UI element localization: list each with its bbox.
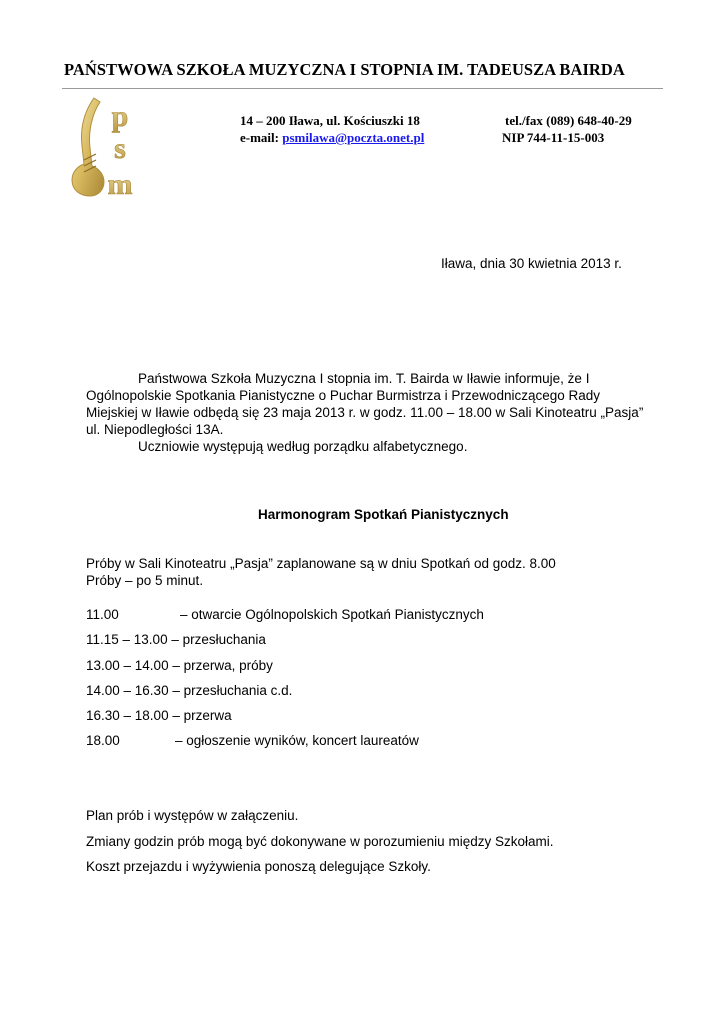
school-nip: NIP 744-11-15-003 <box>502 130 605 145</box>
schedule-title: Harmonogram Spotkań Pianistycznych <box>258 507 509 522</box>
order-note: Uczniowie występują według porządku alfabetycznego. <box>138 439 468 454</box>
header-divider <box>62 88 663 89</box>
rehearsal-duration: Próby – po 5 minut. <box>86 573 204 588</box>
intro-section <box>86 370 646 455</box>
rehearsal-info: Próby w Sali Kinoteatru „Pasja” zaplanowane są w dniu Spotkań od godz. 8.00 <box>86 556 556 571</box>
schedule-desc: – przesłuchania c.d. <box>168 683 293 698</box>
schedule-row <box>86 733 419 748</box>
school-phone: tel./fax (089) 648-40-29 <box>505 113 632 128</box>
school-logo <box>64 94 140 202</box>
schedule-row <box>86 683 292 698</box>
schedule-row <box>86 658 273 673</box>
email-link[interactable]: psmilawa@poczta.onet.pl <box>282 130 425 145</box>
intro-paragraph: Państwowa Szkoła Muzyczna I stopnia im. T. Bairda w Iławie informuje, że I Ogólnopolskie Spotkania Pianistyczne o Puchar Burmistrza i Przewodniczącego Rady Miejskiej w Iławie odbędą się 23 maja 2013 r. w godz. 11.00 – 18.00 w Sali Kinoteatru „Pasja” ul. Niepodległości 13A. <box>86 371 644 437</box>
schedule-time: 11.00 <box>86 607 119 622</box>
note-attachment: Plan prób i występów w załączeniu. <box>86 808 299 823</box>
school-address: 14 – 200 Iława, ul. Kościuszki 18 <box>240 113 420 128</box>
logo-letter-s: s <box>114 132 126 165</box>
schedule-row <box>86 708 232 723</box>
schedule-desc: – przesłuchania <box>167 632 266 647</box>
logo-letter-m: m <box>107 168 133 201</box>
schedule-time: 11.15 – 13.00 <box>86 632 168 647</box>
schedule-desc: – ogłoszenie wyników, koncert laureatów <box>175 733 419 748</box>
logo-letter-p: p <box>111 100 129 133</box>
schedule-desc: – przerwa, próby <box>168 658 273 673</box>
schedule-desc: – przerwa <box>168 708 232 723</box>
schedule-time: 14.00 – 16.30 <box>86 683 169 698</box>
schedule-time: 16.30 – 18.00 <box>86 708 169 723</box>
schedule-time: 13.00 – 14.00 <box>86 658 169 673</box>
schedule-row <box>86 632 266 647</box>
schedule-time: 18.00 <box>86 733 120 748</box>
schedule-row <box>86 607 484 622</box>
email-line <box>240 130 424 146</box>
date-line: Iława, dnia 30 kwietnia 2013 r. <box>441 256 622 271</box>
email-label: e-mail: <box>240 130 279 145</box>
schedule-desc: – otwarcie Ogólnopolskich Spotkań Pianistycznych <box>180 607 484 622</box>
note-costs: Koszt przejazdu i wyżywienia ponoszą delegujące Szkoły. <box>86 859 431 874</box>
note-schedule-changes: Zmiany godzin prób mogą być dokonywane w porozumieniu między Szkołami. <box>86 834 554 849</box>
school-name-heading: PAŃSTWOWA SZKOŁA MUZYCZNA I STOPNIA IM. TADEUSZA BAIRDA <box>64 60 625 79</box>
